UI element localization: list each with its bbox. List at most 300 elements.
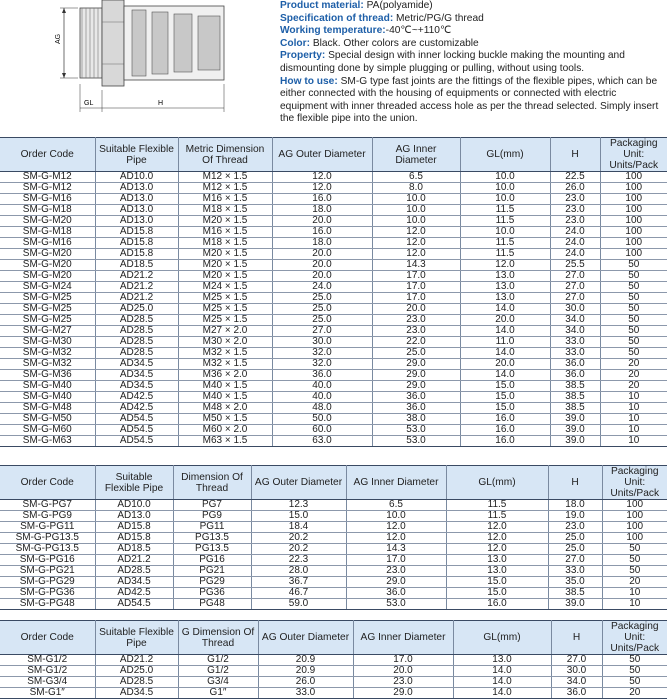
table-row xyxy=(0,216,667,227)
cell-ag-outer: 12.0 xyxy=(272,172,372,183)
cell-thread: G1″ xyxy=(178,688,258,699)
cell-pack-unit: 50 xyxy=(600,293,667,304)
cell-pack-unit: 50 xyxy=(600,271,667,282)
cell-flexible-pipe: AD25.0 xyxy=(95,666,178,677)
cell-ag-inner: 36.0 xyxy=(346,588,446,599)
cell-thread: M12 × 1.5 xyxy=(178,172,272,183)
table-row xyxy=(0,172,667,183)
cell-pack-unit: 20 xyxy=(602,577,667,588)
cell-order-code: SM-G-PG29 xyxy=(0,577,95,588)
cell-pack-unit: 50 xyxy=(602,655,667,666)
cell-ag-outer: 16.0 xyxy=(272,227,372,238)
cell-h: 24.0 xyxy=(550,249,600,260)
cell-pack-unit: 50 xyxy=(600,348,667,359)
cell-ag-outer: 32.0 xyxy=(272,359,372,370)
cell-flexible-pipe: AD34.5 xyxy=(95,359,178,370)
cell-flexible-pipe: AD18.5 xyxy=(95,260,178,271)
cell-gl: 16.0 xyxy=(460,436,550,447)
cell-order-code: SM-G-M18 xyxy=(0,227,95,238)
cell-ag-inner: 20.0 xyxy=(372,304,460,315)
cell-flexible-pipe: AD54.5 xyxy=(95,599,173,610)
cell-ag-outer: 20.0 xyxy=(272,216,372,227)
table-header-row xyxy=(0,138,667,172)
cell-pack-unit: 10 xyxy=(600,425,667,436)
header-gl: GL(mm) xyxy=(446,466,548,500)
table-row xyxy=(0,326,667,337)
header-ag-inner: AG Inner Diameter xyxy=(346,466,446,500)
cell-gl: 11.5 xyxy=(446,500,548,511)
cell-flexible-pipe: AD34.5 xyxy=(95,688,178,699)
cell-pack-unit: 50 xyxy=(602,555,667,566)
cell-pack-unit: 10 xyxy=(602,588,667,599)
table-row xyxy=(0,688,667,699)
table-row xyxy=(0,544,667,555)
cell-h: 36.0 xyxy=(551,688,602,699)
cell-pack-unit: 100 xyxy=(600,216,667,227)
cell-thread: M18 × 1.5 xyxy=(178,238,272,249)
cell-ag-inner: 38.0 xyxy=(372,414,460,425)
cell-thread: M27 × 2.0 xyxy=(178,326,272,337)
cell-order-code: SM-G-M63 xyxy=(0,436,95,447)
cell-flexible-pipe: AD10.0 xyxy=(95,500,173,511)
cell-pack-unit: 50 xyxy=(602,677,667,688)
cell-thread: G3/4 xyxy=(178,677,258,688)
cell-h: 39.0 xyxy=(550,425,600,436)
cell-flexible-pipe: AD54.5 xyxy=(95,414,178,425)
cell-flexible-pipe: AD28.5 xyxy=(95,348,178,359)
cell-thread: M20 × 1.5 xyxy=(178,249,272,260)
cell-gl: 10.0 xyxy=(460,183,550,194)
cell-thread: PG48 xyxy=(173,599,251,610)
header-ag-outer: AG Outer Diameter xyxy=(251,466,346,500)
cell-ag-outer: 46.7 xyxy=(251,588,346,599)
cell-gl: 10.0 xyxy=(460,172,550,183)
cell-ag-outer: 33.0 xyxy=(258,688,353,699)
cell-thread: M40 × 1.5 xyxy=(178,392,272,403)
cell-gl: 16.0 xyxy=(460,425,550,436)
cell-thread: M20 × 1.5 xyxy=(178,260,272,271)
cell-ag-outer: 20.0 xyxy=(272,271,372,282)
cell-h: 38.5 xyxy=(548,588,602,599)
header-thread: Dimension Of Thread xyxy=(173,466,251,500)
cell-pack-unit: 100 xyxy=(602,533,667,544)
cell-ag-outer: 24.0 xyxy=(272,282,372,293)
cell-thread: M32 × 1.5 xyxy=(178,348,272,359)
cell-h: 25.0 xyxy=(548,544,602,555)
cell-ag-inner: 14.3 xyxy=(346,544,446,555)
cell-pack-unit: 50 xyxy=(602,666,667,677)
cell-ag-inner: 53.0 xyxy=(372,425,460,436)
cell-order-code: SM-G-M20 xyxy=(0,249,95,260)
table-row xyxy=(0,414,667,425)
cell-ag-inner: 29.0 xyxy=(372,370,460,381)
header-h: H xyxy=(548,466,602,500)
cell-thread: M20 × 1.5 xyxy=(178,216,272,227)
cell-gl: 20.0 xyxy=(460,359,550,370)
cell-order-code: SM-G-M25 xyxy=(0,304,95,315)
cell-order-code: SM-G-M40 xyxy=(0,392,95,403)
table-row xyxy=(0,205,667,216)
cell-h: 23.0 xyxy=(550,194,600,205)
cell-ag-outer: 59.0 xyxy=(251,599,346,610)
cell-flexible-pipe: AD42.5 xyxy=(95,588,173,599)
cell-h: 36.0 xyxy=(550,359,600,370)
table-row xyxy=(0,370,667,381)
header-ag-inner: AG Inner Diameter xyxy=(353,621,453,655)
cell-flexible-pipe: AD28.5 xyxy=(95,315,178,326)
table-row xyxy=(0,677,667,688)
cell-pack-unit: 50 xyxy=(600,337,667,348)
cell-ag-outer: 15.0 xyxy=(251,511,346,522)
cell-order-code: SM-G-M18 xyxy=(0,205,95,216)
header-flexible-pipe: Suitable Flexible Pipe xyxy=(95,466,173,500)
pg-thread-table xyxy=(0,465,667,610)
cell-thread: PG13.5 xyxy=(173,544,251,555)
cell-ag-outer: 18.0 xyxy=(272,238,372,249)
header-order-code: Order Code xyxy=(0,466,95,500)
cell-ag-inner: 6.5 xyxy=(372,172,460,183)
cell-ag-inner: 12.0 xyxy=(372,249,460,260)
cell-ag-outer: 40.0 xyxy=(272,381,372,392)
cell-h: 35.0 xyxy=(548,577,602,588)
cell-flexible-pipe: AD25.0 xyxy=(95,304,178,315)
header-pack-unit: Packaging Unit: Units/Pack xyxy=(600,138,667,172)
cell-ag-outer: 25.0 xyxy=(272,315,372,326)
cell-thread: G1/2 xyxy=(178,666,258,677)
cell-gl: 11.5 xyxy=(446,511,548,522)
cell-order-code: SM-G1″ xyxy=(0,688,95,699)
cell-order-code: SM-G1/2 xyxy=(0,666,95,677)
cell-gl: 14.0 xyxy=(460,348,550,359)
cell-thread: M24 × 1.5 xyxy=(178,282,272,293)
header-ag-inner: AG Inner Diameter xyxy=(372,138,460,172)
cell-pack-unit: 100 xyxy=(602,511,667,522)
cell-h: 33.0 xyxy=(548,566,602,577)
cell-ag-inner: 12.0 xyxy=(346,522,446,533)
table-row xyxy=(0,260,667,271)
cell-gl: 14.0 xyxy=(460,304,550,315)
cell-flexible-pipe: AD42.5 xyxy=(95,392,178,403)
cell-ag-outer: 30.0 xyxy=(272,337,372,348)
table-row xyxy=(0,249,667,260)
cell-order-code: SM-G-PG7 xyxy=(0,500,95,511)
cell-order-code: SM-G-M20 xyxy=(0,216,95,227)
cell-ag-inner: 17.0 xyxy=(372,282,460,293)
table-row xyxy=(0,392,667,403)
cell-order-code: SM-G-M20 xyxy=(0,260,95,271)
table-row xyxy=(0,238,667,249)
cell-h: 38.5 xyxy=(550,392,600,403)
table-row xyxy=(0,655,667,666)
cell-ag-outer: 60.0 xyxy=(272,425,372,436)
cell-order-code: SM-G-M50 xyxy=(0,414,95,425)
cell-ag-inner: 17.0 xyxy=(353,655,453,666)
cell-flexible-pipe: AD21.2 xyxy=(95,655,178,666)
cell-thread: M63 × 1.5 xyxy=(178,436,272,447)
cell-gl: 13.0 xyxy=(446,566,548,577)
cell-thread: M60 × 2.0 xyxy=(178,425,272,436)
header-flexible-pipe: Suitable Flexible Pipe xyxy=(95,621,178,655)
cell-ag-inner: 29.0 xyxy=(353,688,453,699)
cell-h: 34.0 xyxy=(551,677,602,688)
cell-ag-outer: 20.0 xyxy=(272,249,372,260)
h-label: H xyxy=(158,100,164,107)
cell-order-code: SM-G-PG48 xyxy=(0,599,95,610)
cell-gl: 15.0 xyxy=(460,381,550,392)
cell-pack-unit: 100 xyxy=(600,227,667,238)
cell-h: 25.0 xyxy=(548,533,602,544)
cell-ag-inner: 10.0 xyxy=(346,511,446,522)
header-pack-unit: Packaging Unit: Units/Pack xyxy=(602,466,667,500)
cell-order-code: SM-G-M36 xyxy=(0,370,95,381)
header-ag-outer: AG Outer Diameter xyxy=(258,621,353,655)
cell-ag-outer: 18.0 xyxy=(272,205,372,216)
cell-gl: 15.0 xyxy=(460,403,550,414)
cell-pack-unit: 10 xyxy=(600,414,667,425)
cell-thread: M25 × 1.5 xyxy=(178,304,272,315)
cell-thread: M30 × 2.0 xyxy=(178,337,272,348)
header-thread: G Dimension Of Thread xyxy=(178,621,258,655)
cell-ag-inner: 6.5 xyxy=(346,500,446,511)
table-row xyxy=(0,293,667,304)
cell-gl: 14.0 xyxy=(460,370,550,381)
cell-h: 22.5 xyxy=(550,172,600,183)
cell-h: 30.0 xyxy=(551,666,602,677)
cell-gl: 10.0 xyxy=(460,227,550,238)
cell-ag-inner: 23.0 xyxy=(346,566,446,577)
cell-ag-inner: 53.0 xyxy=(372,436,460,447)
cell-ag-inner: 29.0 xyxy=(346,577,446,588)
cell-flexible-pipe: AD21.2 xyxy=(95,271,178,282)
cell-thread: PG36 xyxy=(173,588,251,599)
table-row xyxy=(0,304,667,315)
cell-ag-outer: 48.0 xyxy=(272,403,372,414)
table-row xyxy=(0,577,667,588)
cell-ag-outer: 18.4 xyxy=(251,522,346,533)
cell-pack-unit: 100 xyxy=(602,500,667,511)
cell-order-code: SM-G-M24 xyxy=(0,282,95,293)
cell-pack-unit: 20 xyxy=(600,370,667,381)
cell-order-code: SM-G-M12 xyxy=(0,183,95,194)
cell-gl: 14.0 xyxy=(453,677,551,688)
header-order-code: Order Code xyxy=(0,138,95,172)
cell-flexible-pipe: AD21.2 xyxy=(95,282,178,293)
cell-order-code: SM-G-M27 xyxy=(0,326,95,337)
cell-ag-inner: 12.0 xyxy=(372,227,460,238)
cell-order-code: SM-G-PG13.5 xyxy=(0,533,95,544)
table-row xyxy=(0,348,667,359)
header-thread: Metric Dimension Of Thread xyxy=(178,138,272,172)
cell-h: 18.0 xyxy=(548,500,602,511)
cell-flexible-pipe: AD18.5 xyxy=(95,544,173,555)
cell-h: 34.0 xyxy=(550,315,600,326)
cell-pack-unit: 100 xyxy=(602,522,667,533)
cell-thread: M48 × 2.0 xyxy=(178,403,272,414)
cell-gl: 14.0 xyxy=(460,326,550,337)
cell-flexible-pipe: AD13.0 xyxy=(95,183,178,194)
cell-ag-inner: 12.0 xyxy=(346,533,446,544)
cell-thread: G1/2 xyxy=(178,655,258,666)
cell-pack-unit: 50 xyxy=(602,544,667,555)
cell-gl: 10.0 xyxy=(460,194,550,205)
cell-ag-outer: 32.0 xyxy=(272,348,372,359)
cell-flexible-pipe: AD28.5 xyxy=(95,566,173,577)
cell-gl: 13.0 xyxy=(460,271,550,282)
cell-ag-inner: 36.0 xyxy=(372,403,460,414)
cell-pack-unit: 50 xyxy=(602,566,667,577)
cell-flexible-pipe: AD15.8 xyxy=(95,522,173,533)
cell-order-code: SM-G-M40 xyxy=(0,381,95,392)
cell-thread: M25 × 1.5 xyxy=(178,293,272,304)
table-header-row xyxy=(0,466,667,500)
cell-ag-inner: 17.0 xyxy=(372,271,460,282)
cell-ag-outer: 36.7 xyxy=(251,577,346,588)
header-flexible-pipe: Suitable Flexible Pipe xyxy=(95,138,178,172)
cell-ag-outer: 25.0 xyxy=(272,304,372,315)
cell-ag-outer: 20.2 xyxy=(251,544,346,555)
cell-order-code: SM-G-M25 xyxy=(0,293,95,304)
cell-ag-inner: 36.0 xyxy=(372,392,460,403)
info-row-thread: Specification of thread: Metric/PG/G thread xyxy=(280,12,484,24)
cell-thread: M40 × 1.5 xyxy=(178,381,272,392)
cell-pack-unit: 20 xyxy=(600,381,667,392)
cell-flexible-pipe: AD13.0 xyxy=(95,194,178,205)
cell-ag-outer: 12.0 xyxy=(272,183,372,194)
cell-ag-inner: 29.0 xyxy=(372,359,460,370)
cell-ag-outer: 20.2 xyxy=(251,533,346,544)
info-row-how-to-use: How to use: SM-G type fast joints are the fittings of the flexible pipes, which can be either connected with the housing of equipments or connected with electric equipment with inner threaded access hole as per the thread selected. Simply insert the flexible pipe into the union. xyxy=(280,75,659,125)
table-row xyxy=(0,403,667,414)
cell-ag-outer: 40.0 xyxy=(272,392,372,403)
header-h: H xyxy=(551,621,602,655)
table-row xyxy=(0,588,667,599)
cell-thread: M32 × 1.5 xyxy=(178,359,272,370)
cell-gl: 11.5 xyxy=(460,205,550,216)
cell-flexible-pipe: AD34.5 xyxy=(95,577,173,588)
cell-flexible-pipe: AD34.5 xyxy=(95,370,178,381)
cell-ag-outer: 36.0 xyxy=(272,370,372,381)
cell-pack-unit: 100 xyxy=(600,172,667,183)
cell-thread: PG7 xyxy=(173,500,251,511)
cell-h: 34.0 xyxy=(550,326,600,337)
cell-gl: 16.0 xyxy=(460,414,550,425)
table-row xyxy=(0,337,667,348)
cell-gl: 15.0 xyxy=(446,588,548,599)
cell-gl: 15.0 xyxy=(446,577,548,588)
cell-pack-unit: 100 xyxy=(600,238,667,249)
cell-ag-inner: 23.0 xyxy=(353,677,453,688)
cell-h: 24.0 xyxy=(550,227,600,238)
cell-h: 23.0 xyxy=(550,216,600,227)
cell-ag-outer: 20.0 xyxy=(272,260,372,271)
cell-thread: M12 × 1.5 xyxy=(178,183,272,194)
cell-ag-outer: 22.3 xyxy=(251,555,346,566)
cell-gl: 11.5 xyxy=(460,238,550,249)
cell-h: 25.5 xyxy=(550,260,600,271)
cell-order-code: SM-G1/2 xyxy=(0,655,95,666)
cell-ag-inner: 10.0 xyxy=(372,216,460,227)
cell-ag-outer: 20.9 xyxy=(258,655,353,666)
cell-ag-inner: 12.0 xyxy=(372,238,460,249)
cell-flexible-pipe: AD13.0 xyxy=(95,511,173,522)
cell-h: 24.0 xyxy=(550,238,600,249)
cell-thread: PG16 xyxy=(173,555,251,566)
cell-order-code: SM-G-M20 xyxy=(0,271,95,282)
table-row xyxy=(0,555,667,566)
cell-gl: 11.5 xyxy=(460,249,550,260)
cell-flexible-pipe: AD28.5 xyxy=(95,337,178,348)
cell-order-code: SM-G-PG36 xyxy=(0,588,95,599)
cell-ag-outer: 16.0 xyxy=(272,194,372,205)
cell-order-code: SM-G-M16 xyxy=(0,194,95,205)
cell-flexible-pipe: AD15.8 xyxy=(95,533,173,544)
cell-gl: 13.0 xyxy=(446,555,548,566)
metric-thread-table xyxy=(0,137,667,447)
header-h: H xyxy=(550,138,600,172)
cell-ag-inner: 23.0 xyxy=(372,326,460,337)
cell-order-code: SM-G-PG9 xyxy=(0,511,95,522)
cell-order-code: SM-G-M25 xyxy=(0,315,95,326)
product-header xyxy=(0,0,667,134)
table-row xyxy=(0,522,667,533)
cell-flexible-pipe: AD54.5 xyxy=(95,436,178,447)
cell-ag-inner: 17.0 xyxy=(372,293,460,304)
cell-ag-outer: 27.0 xyxy=(272,326,372,337)
cell-thread: M36 × 2.0 xyxy=(178,370,272,381)
table-row xyxy=(0,566,667,577)
cell-order-code: SM-G-PG21 xyxy=(0,566,95,577)
cell-thread: M25 × 1.5 xyxy=(178,315,272,326)
cell-ag-inner: 14.3 xyxy=(372,260,460,271)
cell-ag-inner: 8.0 xyxy=(372,183,460,194)
cell-ag-inner: 17.0 xyxy=(346,555,446,566)
cell-order-code: SM-G3/4 xyxy=(0,677,95,688)
cell-ag-inner: 53.0 xyxy=(346,599,446,610)
table-row xyxy=(0,599,667,610)
cell-gl: 14.0 xyxy=(453,688,551,699)
table-row xyxy=(0,315,667,326)
table-row xyxy=(0,282,667,293)
table-row xyxy=(0,381,667,392)
cell-h: 33.0 xyxy=(550,337,600,348)
header-order-code: Order Code xyxy=(0,621,95,655)
cell-gl: 13.0 xyxy=(453,655,551,666)
cell-flexible-pipe: AD28.5 xyxy=(95,326,178,337)
cell-order-code: SM-G-M60 xyxy=(0,425,95,436)
cell-thread: PG29 xyxy=(173,577,251,588)
cell-ag-outer: 26.0 xyxy=(258,677,353,688)
cell-pack-unit: 50 xyxy=(600,260,667,271)
cell-h: 39.0 xyxy=(550,436,600,447)
cell-gl: 12.0 xyxy=(446,522,548,533)
cell-h: 27.0 xyxy=(550,293,600,304)
ag-label: AG xyxy=(55,33,62,44)
cell-pack-unit: 20 xyxy=(602,688,667,699)
cell-order-code: SM-G-M48 xyxy=(0,403,95,414)
info-row-property: Property: Special design with inner locking buckle making the mounting and dismounting done by simple plugging or pulling, without using tools. xyxy=(280,50,625,74)
cell-thread: M16 × 1.5 xyxy=(178,227,272,238)
cell-ag-inner: 20.0 xyxy=(353,666,453,677)
cell-pack-unit: 10 xyxy=(600,403,667,414)
cell-ag-inner: 10.0 xyxy=(372,205,460,216)
cell-flexible-pipe: AD15.8 xyxy=(95,249,178,260)
cell-pack-unit: 100 xyxy=(600,249,667,260)
header-gl: GL(mm) xyxy=(460,138,550,172)
cell-gl: 12.0 xyxy=(446,544,548,555)
cell-pack-unit: 100 xyxy=(600,194,667,205)
cell-h: 27.0 xyxy=(550,271,600,282)
cell-thread: M50 × 1.5 xyxy=(178,414,272,425)
